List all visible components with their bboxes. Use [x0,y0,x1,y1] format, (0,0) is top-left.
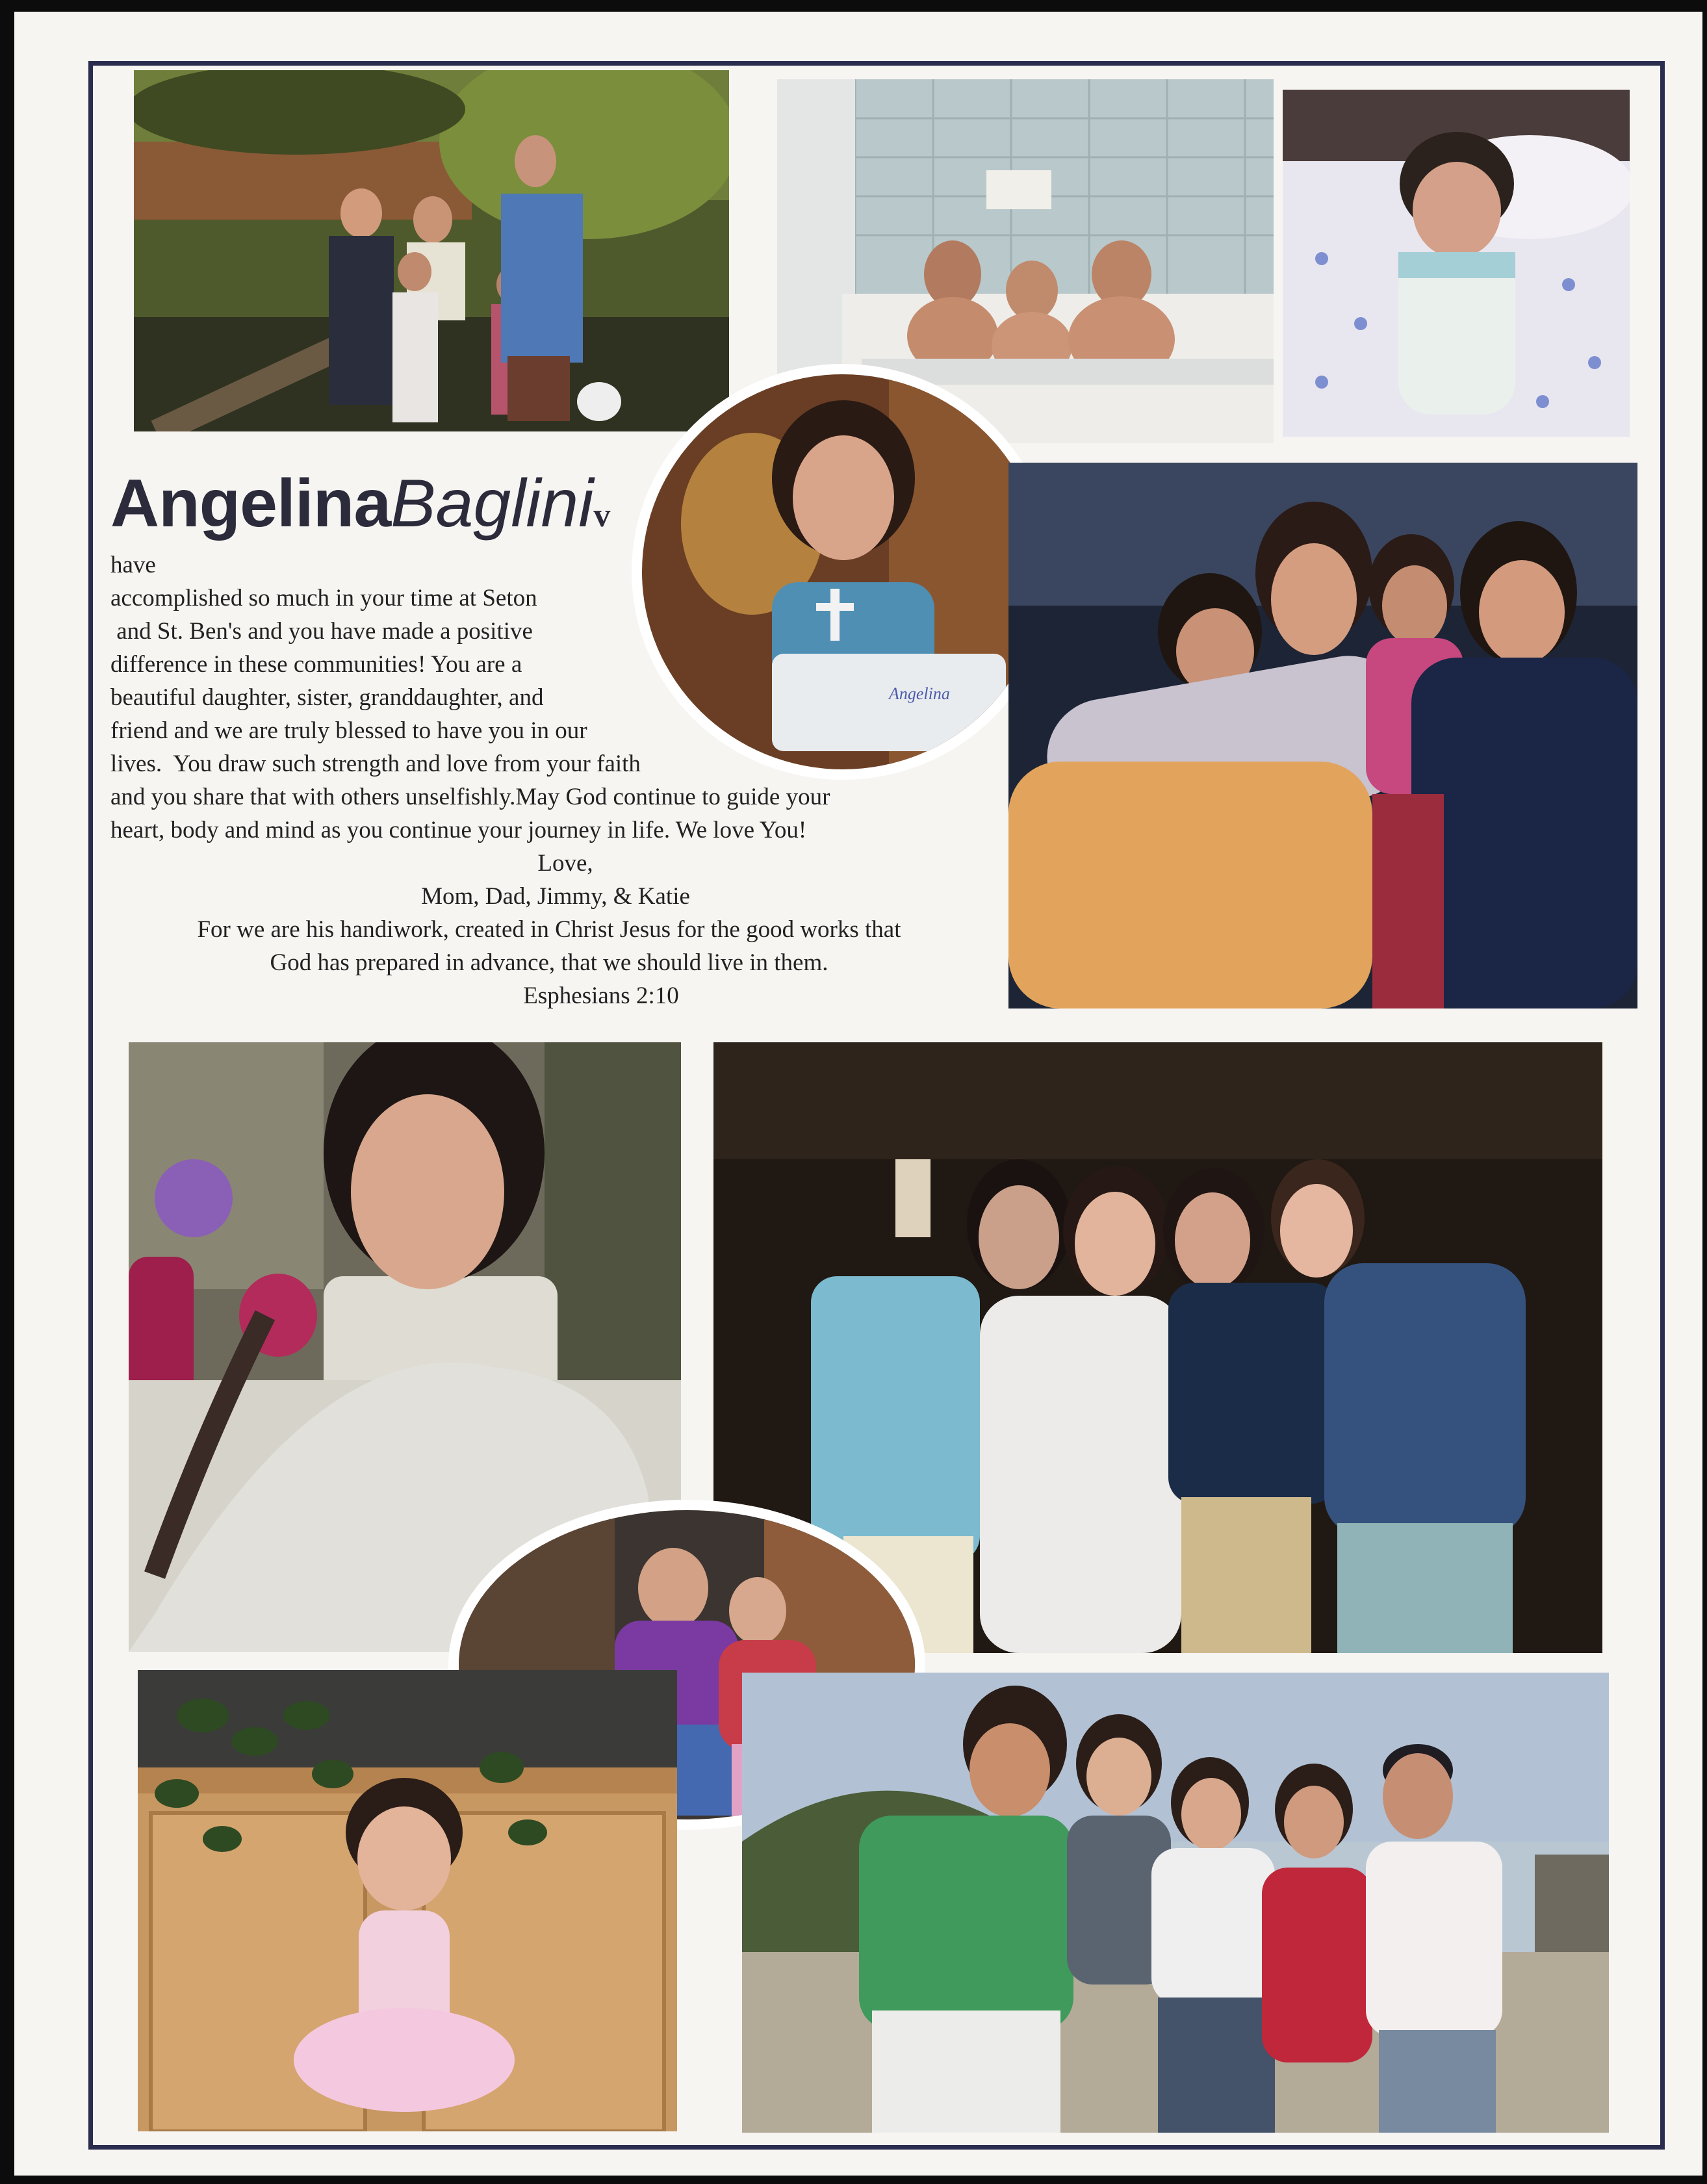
student-name [110,461,610,558]
cake-writing: Angelina [889,684,950,703]
message-line: difference in these communities! You are a [110,651,522,678]
message-line: beautiful daughter, sister, granddaughter, and [110,684,544,711]
first-name: Angelina [110,466,391,541]
toddler-bed-photo [1283,90,1630,437]
verse-line: God has prepared in advance, that we should live in them. [270,949,828,976]
last-name: Baglini [391,466,594,541]
hug-group-photo [1008,463,1637,1008]
message-closing: Love, [537,850,593,877]
message-line: accomplished so much in your time at Seton [110,585,537,611]
message-signature: Mom, Dad, Jimmy, & Katie [421,883,690,910]
yearbook-page [14,12,1702,2176]
verse-line: For we are his handiwork, created in Christ Jesus for the good works that [197,916,901,943]
cliffside-group-photo [742,1673,1609,2133]
name-mark: v [593,497,611,534]
ballerina-toddler-photo [138,1670,677,2131]
message-line: lives. You draw such strength and love from your faith [110,751,641,777]
message-line: and St. Ben's and you have made a positive [110,618,533,645]
family-garden-photo [134,70,729,431]
communion-cake-oval-photo [632,364,1054,780]
message-line: heart, body and mind as you continue your journey in life. We love You! [110,817,807,843]
message-line: have [110,552,156,578]
message-line: friend and we are truly blessed to have you in our [110,717,587,744]
verse-citation: Esphesians 2:10 [523,983,679,1009]
message-line: and you share that with others unselfishly.May God continue to guide your [110,784,830,810]
